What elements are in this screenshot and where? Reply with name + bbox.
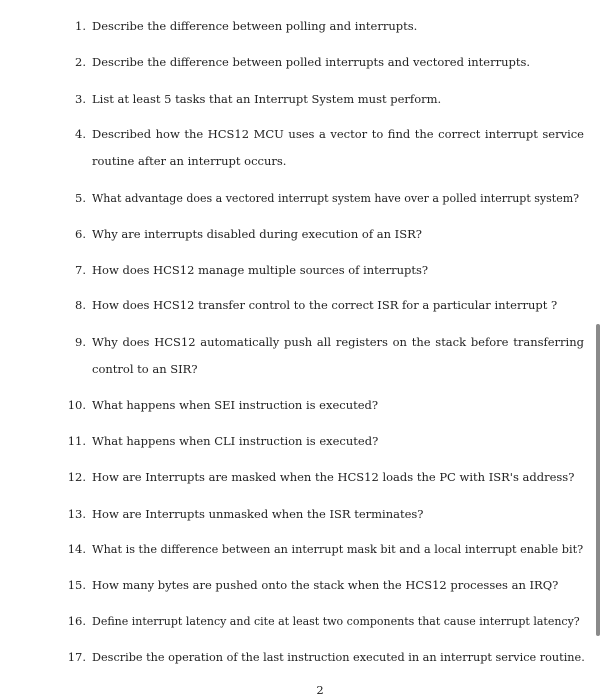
question-text: What advantage does a vectored interrupt system have over a polled interrupt system? [92, 192, 580, 205]
question-text: What happens when CLI instruction is executed? [92, 434, 379, 448]
question-number: 6. [75, 227, 86, 241]
question-text: Described how the HCS12 MCU uses a vector to find the correct interrupt service routine after an interrupt occurs. [92, 127, 584, 168]
question-text: What is the difference between an interrupt mask bit and a local interrupt enable bit? [92, 543, 584, 556]
question-text: Describe the operation of the last instruction executed in an interrupt service routine. [92, 651, 585, 664]
question-number: 5. [75, 191, 86, 205]
question-number: 9. [75, 335, 86, 349]
question-number: 15. [67, 578, 86, 592]
question-number: 12. [67, 470, 86, 484]
question-text: Describe the difference between polling and interrupts. [92, 19, 418, 33]
question-text: How are Interrupts are masked when the HCS12 loads the PC with ISR's address? [92, 470, 575, 484]
question-text: How does HCS12 manage multiple sources of interrupts? [92, 263, 429, 277]
question-text: What happens when SEI instruction is executed? [92, 398, 379, 412]
question-text: Why does HCS12 automatically push all registers on the stack before transferring control to an SIR? [92, 335, 584, 376]
question-number: 2. [75, 55, 86, 69]
question-text: How many bytes are pushed onto the stack when the HCS12 processes an IRQ? [92, 578, 559, 592]
question-number: 13. [67, 507, 86, 521]
question-text: Why are interrupts disabled during execution of an ISR? [92, 227, 422, 241]
question-text: Define interrupt latency and cite at least two components that cause interrupt latency? [92, 615, 580, 628]
question-number: 17. [67, 650, 86, 664]
question-text: How are Interrupts unmasked when the ISR terminates? [92, 507, 424, 521]
question-text: List at least 5 tasks that an Interrupt System must perform. [92, 92, 442, 106]
question-number: 7. [75, 263, 86, 277]
question-number: 14. [67, 542, 86, 556]
question-number: 1. [75, 19, 86, 33]
question-number: 3. [75, 92, 86, 106]
vertical-scrollbar[interactable] [596, 324, 600, 636]
question-number: 4. [75, 127, 86, 141]
question-number: 10. [67, 398, 86, 412]
question-text: Describe the difference between polled interrupts and vectored interrupts. [92, 55, 531, 69]
question-number: 8. [75, 298, 86, 312]
question-text: How does HCS12 transfer control to the correct ISR for a particular interrupt ? [92, 298, 558, 312]
question-number: 11. [67, 434, 86, 448]
page-number: 2 [316, 683, 324, 697]
question-number: 16. [67, 614, 86, 628]
